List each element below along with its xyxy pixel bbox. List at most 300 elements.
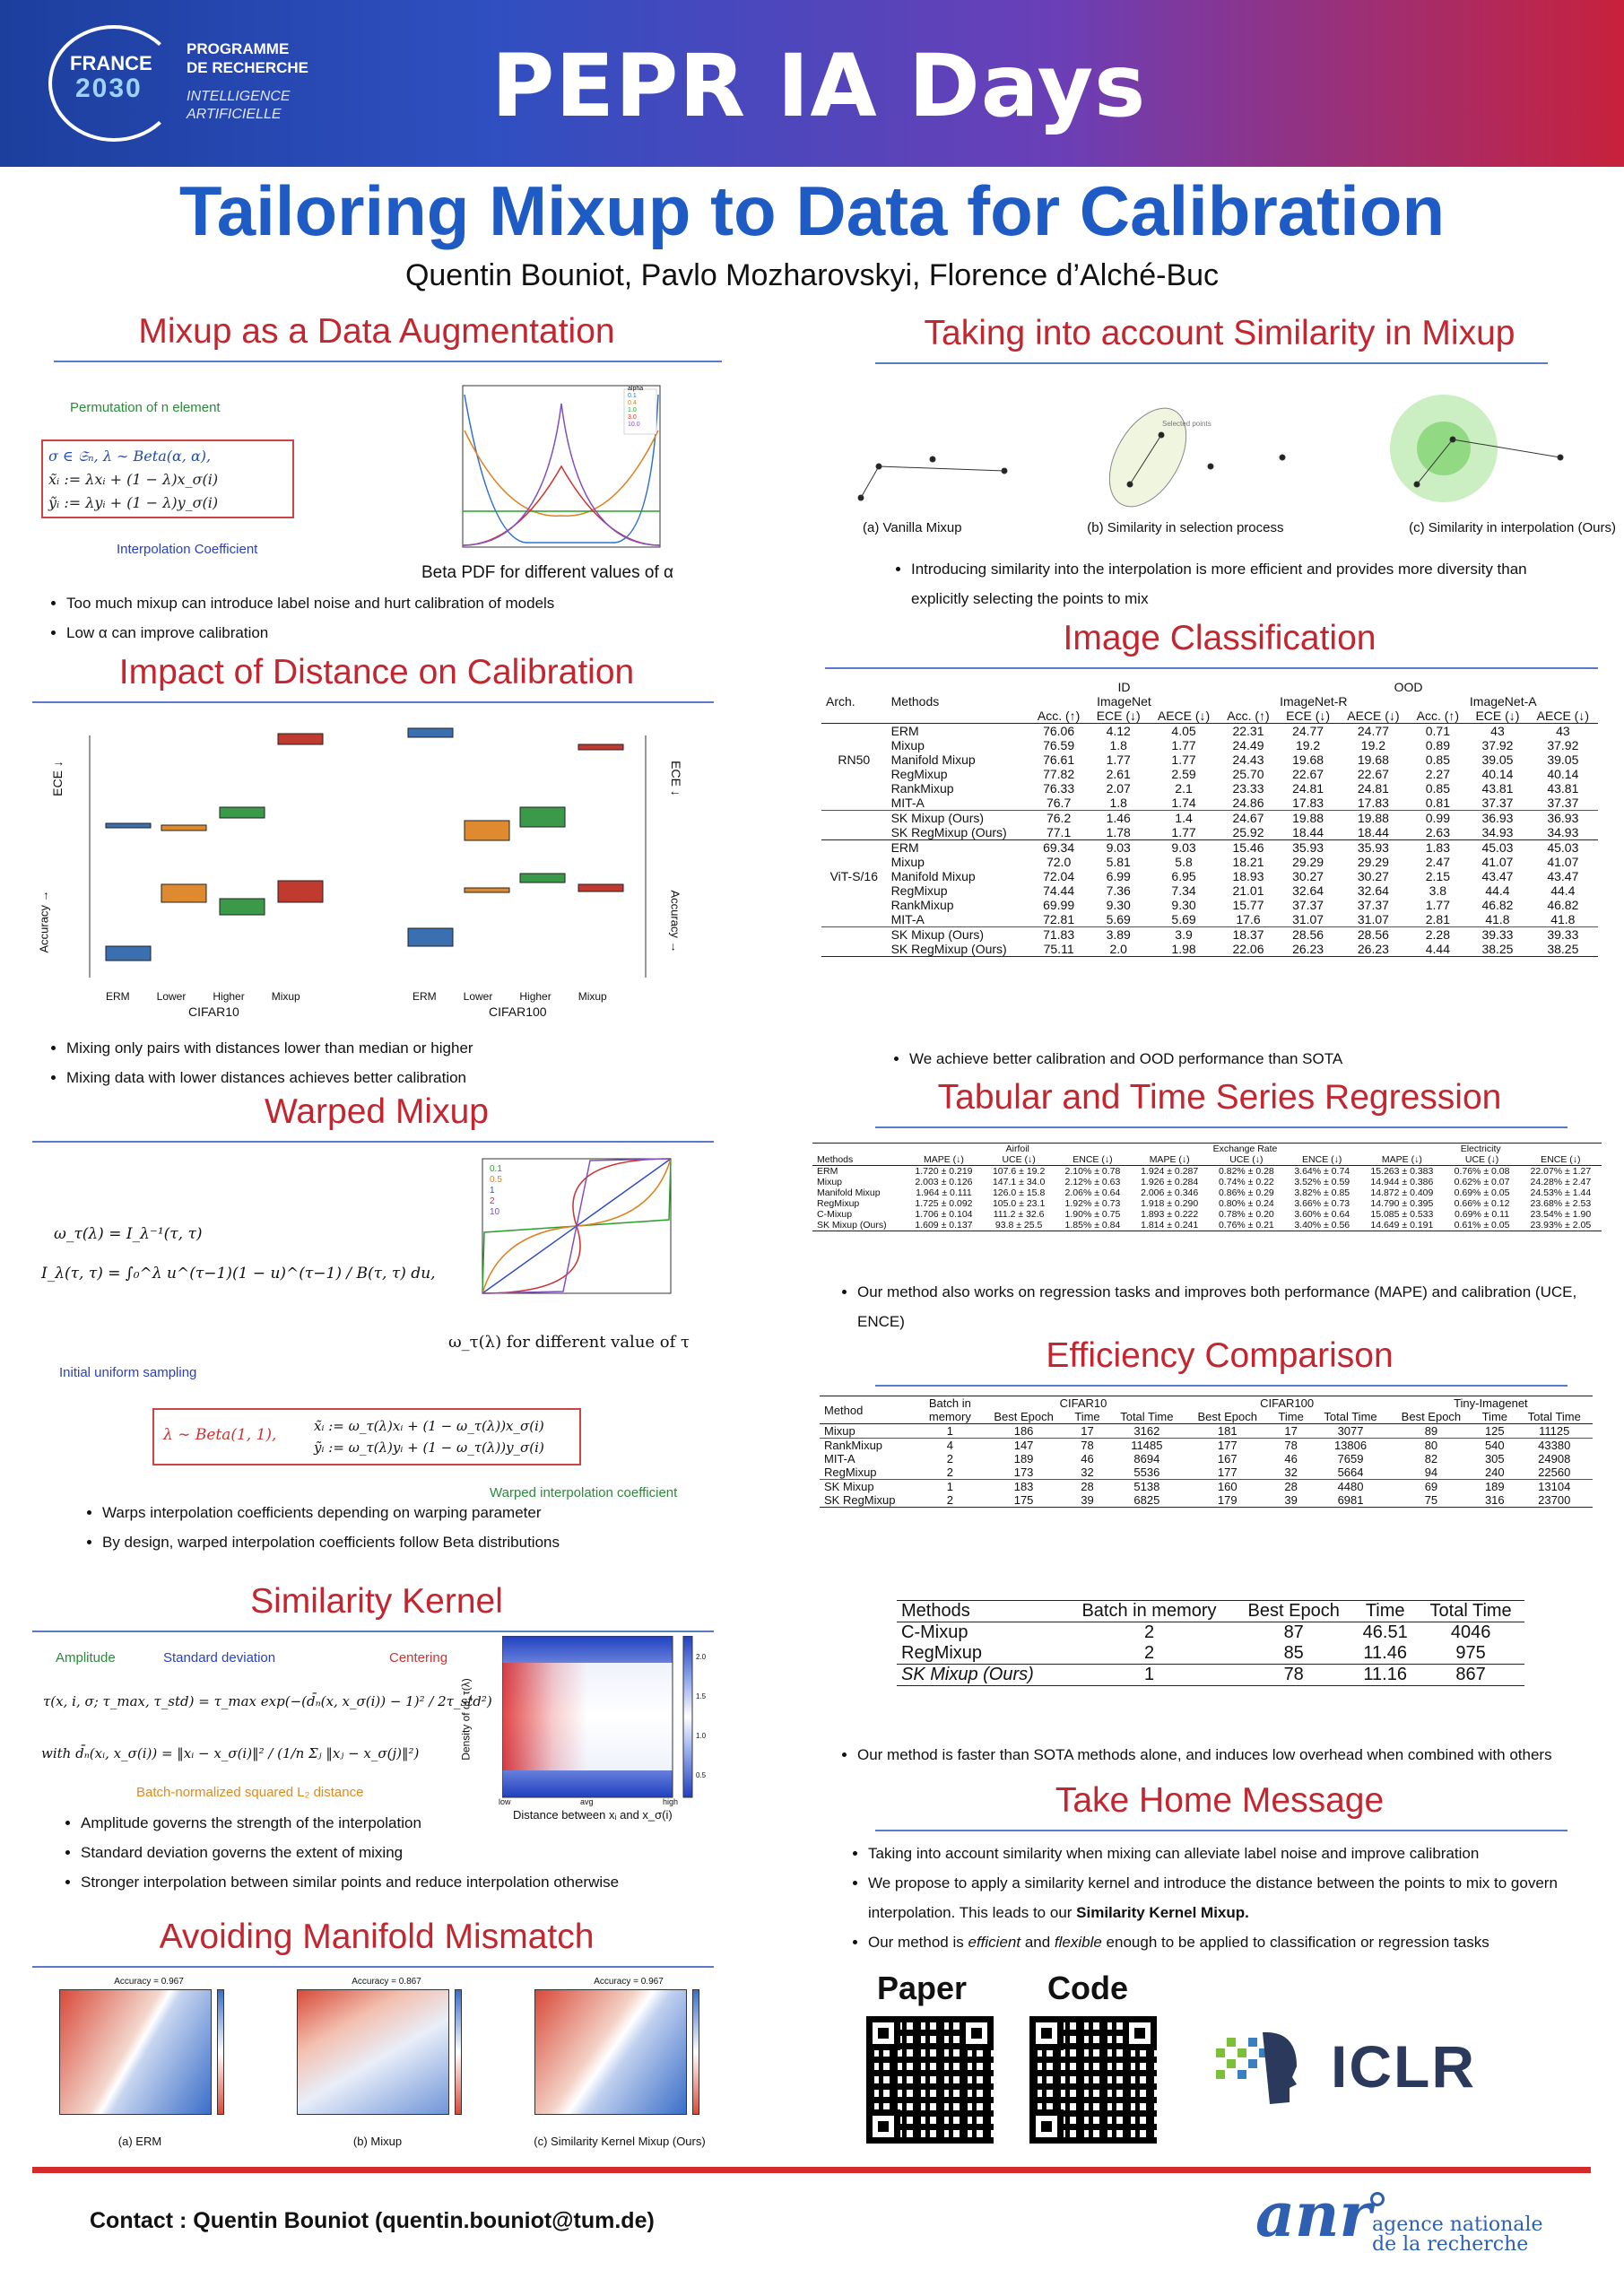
value-cell: 2.12% ± 0.63 [1064,1177,1121,1187]
value-cell: 85 [1283,1643,1304,1663]
anr-mark-icon [1370,2192,1385,2206]
legend-item: 10.0 [628,422,640,428]
value-cell: 5138 [1133,1480,1160,1493]
value-cell: 1 [1143,1665,1155,1684]
value-cell: 72.04 [1043,869,1075,883]
value-cell: 2.006 ± 0.346 [1141,1187,1199,1198]
section-heading-manifold: Avoiding Manifold Mismatch [159,1918,595,1956]
footer-rule [32,2167,1591,2173]
value-cell: 4.44 [1425,942,1450,956]
table-row [821,724,1598,739]
legend-item: 2 [490,1196,495,1206]
value-cell: 0.99 [1425,811,1450,825]
cifar10-cats [106,990,375,1003]
value-cell: 1 [946,1424,953,1438]
value-cell: 18.37 [1232,927,1264,942]
warp-bullets [77,1498,705,1557]
value-cell: 76.59 [1043,738,1075,752]
value-cell: 24.77 [1357,724,1389,738]
arch-cell: RN50 [838,752,871,767]
value-cell: 24.77 [1292,724,1324,738]
section-heading-efficiency: Efficiency Comparison [1046,1336,1394,1375]
value-cell: 9.03 [1106,840,1131,855]
value-cell: 89 [1424,1424,1438,1438]
table-row [897,1622,1524,1644]
cbar-tick: 0.5 [696,1771,707,1779]
warp-function-plot [447,1152,680,1313]
value-cell: 1.77 [1171,825,1196,839]
column-header: Methods [901,1601,970,1621]
value-cell: 7.34 [1171,883,1196,898]
value-cell: 1.77 [1425,898,1450,912]
value-cell: 316 [1484,1493,1505,1507]
value-cell: 1.609 ± 0.137 [915,1220,973,1231]
value-cell: 37.37 [1547,796,1579,810]
legend-item: 10 [490,1207,500,1217]
column-header: MAPE (↓) [1149,1154,1190,1165]
cbar-tick: 1.0 [696,1732,707,1740]
value-cell: 2 [1143,1643,1155,1663]
value-cell: 76.7 [1046,796,1072,810]
value-cell: 0.89 [1425,738,1450,752]
value-cell: 44.4 [1550,883,1576,898]
bullet: • By design, warped interpolation coefficients follow Beta distributions [102,1527,705,1557]
column-header: AECE (↓) [1536,709,1590,723]
method-cell: SK Mixup (Ours) [817,1220,887,1231]
value-cell: 9.30 [1171,898,1196,912]
column-header: UCE (↓) [1464,1154,1499,1165]
method-cell: SK RegMixup (Ours) [890,825,1007,839]
cat-label: Mixup [578,990,607,1003]
table-row [820,1465,1593,1480]
column-header: ENCE (↓) [1541,1154,1581,1165]
distance-boxplots [36,709,699,1013]
bullet: • Standard deviation governs the extent of mixing [81,1838,701,1867]
method-cell: RegMixup [817,1198,860,1209]
method-cell: RegMixup [890,767,948,781]
efficiency-table-2 [897,1600,1524,1686]
column-header: Best Epoch [1401,1410,1462,1423]
value-cell: 14.649 ± 0.191 [1370,1220,1434,1231]
value-cell: 1.78 [1106,825,1131,839]
value-cell: 21.01 [1232,883,1264,898]
method-cell: SK Mixup [824,1480,874,1493]
permutation-label: Permutation of n element [70,400,221,415]
value-cell: 35.93 [1357,840,1389,855]
value-cell: 540 [1484,1439,1505,1452]
value-cell: 1.8 [1109,738,1127,752]
column-header: Time [1278,1410,1304,1423]
eq-permutation: σ ∈ 𝔖ₙ, λ ∼ Beta(α, α), [48,448,212,465]
column-header: ECE (↓) [1286,709,1331,723]
value-cell: 75.11 [1043,942,1074,956]
value-cell: 0.86% ± 0.29 [1218,1187,1274,1198]
manifold-panel [297,1977,476,2148]
header-method: Method [824,1403,864,1417]
warp-caption: ω_τ(λ) for different value of τ [448,1333,690,1352]
method-cell: RankMixup [824,1439,883,1452]
bullet: • Our method is faster than SOTA methods alone, and induces low overhead when combined with others [857,1740,1603,1770]
column-header: UCE (↓) [1002,1154,1036,1165]
value-cell: 25.92 [1232,825,1264,839]
value-cell: 1.725 ± 0.092 [915,1198,973,1209]
regression-table [812,1143,1602,1231]
value-cell: 19.88 [1292,811,1324,825]
section-heading-mixup: Mixup as a Data Augmentation [138,312,615,351]
legend-item: 1 [490,1186,495,1196]
value-cell: 5536 [1133,1465,1160,1479]
header-arch: Arch. [826,694,855,709]
value-cell: 147.1 ± 34.0 [992,1177,1046,1187]
column-header: Total Time [1324,1410,1377,1423]
value-cell: 1.964 ± 0.111 [916,1187,972,1198]
column-header: ENCE (↓) [1073,1154,1113,1165]
value-cell: 37.37 [1292,898,1324,912]
cat-label: Mixup [271,990,300,1003]
value-cell: 1.893 ± 0.222 [1141,1209,1199,1220]
panel-caption: (c) Similarity Kernel Mixup (Ours) [534,2135,706,2148]
eq-y-mix: ỹᵢ := λyᵢ + (1 − λ)y_σ(i) [48,494,219,511]
legend-item: 0.5 [490,1175,502,1185]
value-cell: 3.52% ± 0.59 [1294,1177,1350,1187]
value-cell: 69.99 [1043,898,1075,912]
value-cell: 1.77 [1171,738,1196,752]
legend-item: 0.1 [628,393,637,399]
selected-points-label: Selected points [1162,420,1211,428]
value-cell: 18.93 [1232,869,1264,883]
value-cell: 3.64% ± 0.74 [1294,1166,1350,1177]
value-cell: 39 [1081,1493,1094,1507]
value-cell: 240 [1484,1465,1505,1479]
value-cell: 19.2 [1360,738,1386,752]
value-cell: 24.67 [1232,811,1264,825]
value-cell: 2.27 [1425,767,1450,781]
arch-cell [821,927,887,943]
value-cell: 37.92 [1481,738,1514,752]
dataset-header: CIFAR100 [1260,1396,1315,1410]
kernel-heatmap [502,1636,708,1806]
value-cell: 0.69% ± 0.11 [1455,1209,1510,1220]
value-cell: 3.66% ± 0.73 [1294,1198,1350,1209]
value-cell: 173 [1013,1465,1034,1479]
code-qr-icon[interactable] [1029,2016,1157,2144]
image-classification-table [821,680,1598,1039]
value-cell: 26.23 [1357,942,1389,956]
dataset-header: Exchange Rate [1212,1144,1278,1154]
arch-cell: ViT-S/16 [829,869,878,883]
bullet: • Amplitude governs the strength of the interpolation [81,1808,701,1838]
value-cell: 5.8 [1175,855,1193,869]
logo-ia: INTELLIGENCE ARTIFICIELLE [187,89,291,122]
value-cell: 14.790 ± 0.395 [1370,1198,1434,1209]
table-row [812,1187,1602,1198]
value-cell: 2.59 [1171,767,1196,781]
value-cell: 5.69 [1171,912,1196,926]
column-header: Total Time [1429,1601,1512,1621]
header-id: ID [1117,680,1131,694]
value-cell: 45.03 [1481,840,1514,855]
method-cell: ERM [890,840,919,855]
logo-country: FRANCE [70,52,152,74]
value-cell: 23.68% ± 2.53 [1530,1198,1592,1209]
legend-item: 1.0 [628,407,637,413]
value-cell: 87 [1283,1622,1304,1642]
method-cell: SK RegMixup [824,1493,896,1507]
value-cell: 177 [1217,1465,1238,1479]
value-cell: 4.05 [1171,724,1196,738]
value-cell: 40.14 [1547,767,1579,781]
bullet-emph: flexible [1054,1934,1102,1951]
header-imagenet-a: ImageNet-A [1469,694,1537,709]
value-cell: 183 [1013,1480,1034,1493]
bullet-emph: Similarity Kernel Mixup. [1076,1904,1249,1921]
value-cell: 15.77 [1232,898,1264,912]
value-cell: 29.29 [1292,855,1324,869]
value-cell: 6825 [1133,1493,1160,1507]
cat-label: Lower [463,990,493,1003]
value-cell: 0.62% ± 0.07 [1454,1177,1510,1187]
value-cell: 160 [1217,1480,1238,1493]
table-row [897,1643,1524,1665]
value-cell: 8694 [1133,1452,1160,1465]
value-cell: 14.872 ± 0.409 [1370,1187,1434,1198]
method-cell: MIT-A [890,796,925,810]
value-cell: 0.78% ± 0.20 [1218,1209,1274,1220]
value-cell: 40.14 [1481,767,1514,781]
value-cell: 13104 [1538,1480,1571,1493]
value-cell: 2.81 [1425,912,1450,926]
bullet [868,1927,1578,1957]
value-cell: 0.74% ± 0.22 [1218,1177,1274,1187]
efficiency-table [820,1396,1593,1508]
value-cell: 76.06 [1043,724,1075,738]
header-methods: Methods [890,694,940,709]
kernel-ylabel: Density of ω_τ(λ) [459,1678,473,1761]
logo-program: PROGRAMME DE RECHERCHE [187,40,309,76]
value-cell: 2.63 [1425,825,1450,839]
value-cell: 41.07 [1547,855,1579,869]
bullet: • We achieve better calibration and OOD performance than SOTA [909,1044,1566,1074]
cat-label: Lower [156,990,187,1003]
value-cell: 17.6 [1236,912,1261,926]
value-cell: 1.720 ± 0.219 [915,1166,973,1177]
value-cell: 1.98 [1171,942,1196,956]
value-cell: 46 [1284,1452,1298,1465]
amplitude-label: Amplitude [56,1650,116,1665]
value-cell: 2 [946,1452,953,1465]
value-cell: 126.0 ± 15.8 [992,1187,1046,1198]
value-cell: 26.23 [1292,942,1324,956]
method-cell: SK RegMixup (Ours) [890,942,1007,956]
value-cell: 72.81 [1043,912,1075,926]
eq-incomplete-beta: I_λ(τ, τ) = ∫₀^λ u^(τ−1)(1 − u)^(τ−1) / B(τ, τ) du, [41,1265,436,1283]
value-cell: 1.92% ± 0.73 [1064,1198,1121,1209]
value-cell: 3077 [1337,1424,1364,1438]
cbar-tick: 2.0 [696,1653,707,1661]
value-cell: 74.44 [1043,883,1075,898]
anr-sub: de la recherche [1372,2233,1529,2256]
column-header: Best Epoch [1197,1410,1257,1423]
value-cell: 32 [1081,1465,1094,1479]
bullet-text: We propose to apply a similarity kernel and introduce the distance between the points to mix to govern interpolation. This leads to our [868,1874,1558,1921]
value-cell: 3.40% ± 0.56 [1294,1220,1350,1231]
arch-cell [821,912,887,927]
value-cell: 0.85 [1425,752,1450,767]
eq-warp: ω_τ(λ) = I_λ⁻¹(τ, τ) [54,1225,203,1243]
value-cell: 1.85% ± 0.84 [1064,1220,1121,1231]
dataset-header: Airfoil [1005,1144,1029,1154]
column-header: ENCE (↓) [1302,1154,1342,1165]
panel-caption: (b) Mixup [352,2135,403,2148]
method-cell: RankMixup [890,781,954,796]
arch-cell [821,840,887,856]
value-cell: 0.61% ± 0.05 [1454,1220,1510,1231]
value-cell: 105.0 ± 23.1 [992,1198,1046,1209]
section-heading-image: Image Classification [1063,619,1376,657]
value-cell: 23700 [1538,1493,1571,1507]
value-cell: 43.81 [1547,781,1579,796]
value-cell: 28 [1081,1480,1094,1493]
method-cell: Manifold Mixup [817,1187,881,1198]
eq-uniform: λ ∼ Beta(1, 1), [163,1426,277,1444]
value-cell: 36.93 [1547,811,1579,825]
value-cell: 189 [1013,1452,1034,1465]
value-cell: 36.93 [1481,811,1514,825]
section-rule [875,1126,1568,1128]
value-cell: 125 [1484,1424,1505,1438]
value-cell: 2.07 [1106,781,1131,796]
similarity-captions [863,520,1616,535]
mixup-equation-box [41,439,294,518]
cat-label: ERM [106,990,130,1003]
section-rule [875,362,1548,364]
table-row [820,1424,1593,1439]
value-cell: 76.61 [1043,752,1075,767]
value-cell: 1.77 [1171,752,1196,767]
value-cell: 975 [1455,1643,1486,1663]
value-cell: 1.706 ± 0.104 [915,1209,973,1220]
table-row [821,738,1598,752]
kernel-xticks [499,1797,678,1806]
arch-cell [821,942,887,957]
value-cell: 2.61 [1106,767,1131,781]
section-heading-takehome: Take Home Message [1055,1781,1385,1820]
regression-bullets [832,1277,1585,1336]
value-cell: 37.37 [1357,898,1389,912]
column-header: MAPE (↓) [1381,1154,1422,1165]
anr-sub: agence nationale [1372,2213,1543,2236]
value-cell: 28 [1284,1480,1298,1493]
table-row [821,796,1598,811]
value-cell: 7.36 [1106,883,1131,898]
column-header: Acc. (↑) [1037,709,1081,723]
arch-cell [821,898,887,912]
section-rule [32,1631,714,1632]
value-cell: 5664 [1337,1465,1364,1479]
table-row [821,942,1598,957]
eq-x-mix: x̃ᵢ := λxᵢ + (1 − λ)x_σ(i) [48,471,219,488]
paper-qr-icon[interactable] [866,2016,994,2144]
value-cell: 18.21 [1232,855,1264,869]
table-row [821,825,1598,840]
value-cell: 1.90% ± 0.75 [1064,1209,1121,1220]
panel-caption: (a) ERM [117,2135,162,2148]
value-cell: 43 [1490,724,1505,738]
manifold-panels [32,1977,732,2156]
section-rule [825,667,1598,669]
value-cell: 35.93 [1292,840,1324,855]
value-cell: 22.07% ± 1.27 [1530,1166,1592,1177]
column-header: Time [1365,1601,1405,1621]
table-row [812,1220,1602,1231]
section-rule [54,361,722,362]
value-cell: 1.926 ± 0.284 [1141,1177,1199,1187]
value-cell: 2.10% ± 0.78 [1064,1166,1121,1177]
value-cell: 1.77 [1106,752,1131,767]
value-cell: 179 [1217,1493,1238,1507]
bullet-text: enough to be applied to classification or regression tasks [1101,1934,1489,1951]
value-cell: 18.44 [1357,825,1389,839]
value-cell: 76.33 [1043,781,1075,796]
value-cell: 46 [1081,1452,1094,1465]
value-cell: 6.95 [1171,869,1196,883]
panel-accuracy: Accuracy = 0.967 [594,1977,664,1987]
kernel-xlabel: Distance between xᵢ and x_σ(i) [513,1808,673,1822]
value-cell: 305 [1484,1452,1505,1465]
value-cell: 22.67 [1292,767,1324,781]
warp-coef-label: Warped interpolation coefficient [490,1485,678,1500]
value-cell: 76.2 [1046,811,1072,825]
method-cell: C-Mixup [901,1622,968,1642]
value-cell: 3162 [1133,1424,1160,1438]
value-cell: 24.49 [1232,738,1264,752]
value-cell: 2 [1143,1622,1155,1642]
bullet: • Taking into account similarity when mixing can alleviate label noise and improve calibration [868,1839,1578,1868]
table-row [821,781,1598,796]
value-cell: 22.06 [1232,942,1264,956]
value-cell: 13806 [1333,1439,1368,1452]
value-cell: 0.82% ± 0.28 [1218,1166,1274,1177]
table-row [821,869,1598,883]
efficiency-bullets [832,1740,1603,1770]
arch-cell [821,781,887,796]
value-cell: 31.07 [1292,912,1324,926]
value-cell: 3.60% ± 0.64 [1294,1209,1350,1220]
value-cell: 5.81 [1106,855,1131,869]
section-heading-distance: Impact of Distance on Calibration [118,653,635,691]
section-rule [32,701,714,703]
value-cell: 78 [1081,1439,1094,1452]
value-cell: 24.86 [1232,796,1264,810]
arch-cell [821,767,887,781]
value-cell: 30.27 [1357,869,1389,883]
value-cell: 3.8 [1429,883,1447,898]
anr-logo: anr [1255,2179,1372,2251]
value-cell: 2 [946,1493,953,1507]
table-row [821,927,1598,943]
value-cell: 45.03 [1547,840,1579,855]
value-cell: 71.83 [1043,927,1075,942]
value-cell: 75 [1424,1493,1438,1507]
value-cell: 0.85 [1425,781,1450,796]
value-cell: 24.81 [1292,781,1324,796]
std-label: Standard deviation [163,1650,276,1665]
eq-x-warp: x̃ᵢ := ω_τ(λ)xᵢ + (1 − ω_τ(λ))x_σ(i) [314,1418,544,1434]
value-cell: 25.70 [1232,767,1264,781]
section-rule [875,1385,1568,1387]
event-title: PEPR IA Days [491,36,1147,136]
legend-item: 0.1 [490,1164,502,1174]
